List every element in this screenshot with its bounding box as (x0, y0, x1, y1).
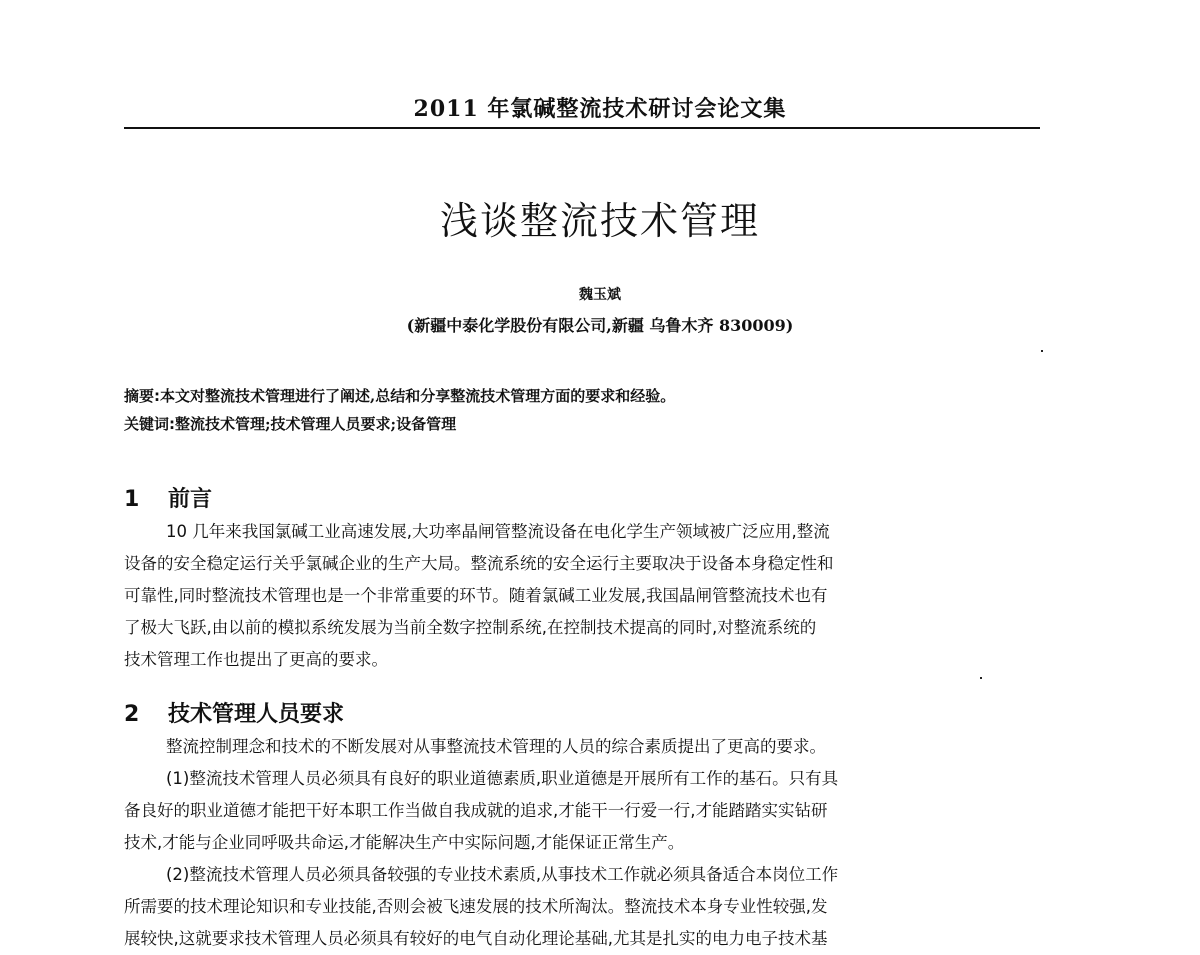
section-heading-1 (124, 482, 212, 513)
text-line: 展较快,这就要求技术管理人员必须具有较好的电气自动化理论基础,尤其是扎实的电力电子技术基 (124, 929, 828, 948)
author-affiliation: (新疆中泰化学股份有限公司,新疆 乌鲁木齐 830009) (406, 316, 794, 335)
keywords (124, 413, 1040, 434)
text-line: 技术,才能与企业同呼吸共命运,才能解决生产中实际问题,才能保证正常生产。 (124, 833, 685, 852)
paragraph (124, 516, 1040, 676)
text-line: 可靠性,同时整流技术管理也是一个非常重要的环节。随着氯碱工业发展,我国晶闸管整流技术也有 (124, 586, 828, 605)
paragraph (124, 731, 1040, 763)
text-line: 技术管理工作也提出了更高的要求。 (124, 650, 388, 669)
running-head: 2011 年氯碱整流技术研讨会论文集 (413, 96, 787, 122)
text-line: 了极大飞跃,由以前的模拟系统发展为当前全数字控制系统,在控制技术提高的同时,对整流系统的 (124, 618, 817, 637)
text-line: 所需要的技术理论知识和专业技能,否则会被飞速发展的技术所淘汰。整流技术本身专业性较强,发 (124, 897, 828, 916)
keywords-label: 关键词: (124, 415, 175, 433)
scan-speck (1041, 350, 1043, 352)
article-title: 浅谈整流技术管理 (439, 199, 760, 243)
section-title: 技术管理人员要求 (168, 702, 345, 727)
scan-speck (980, 677, 982, 679)
text-line: 备良好的职业道德才能把干好本职工作当做自我成就的追求,才能干一行爱一行,才能踏踏实实钻研 (124, 801, 828, 820)
abstract-text: 本文对整流技术管理进行了阐述,总结和分享整流技术管理方面的要求和经验。 (160, 387, 676, 405)
header-rule (124, 127, 1040, 129)
abstract (124, 385, 1040, 406)
section-heading-2 (124, 697, 344, 728)
text-line: 整流控制理念和技术的不断发展对从事整流技术管理的人员的综合素质提出了更高的要求。 (166, 737, 826, 756)
text-line: 10 几年来我国氯碱工业高速发展,大功率晶闸管整流设备在电化学生产领域被广泛应用,整流 (166, 522, 830, 541)
paragraph (124, 763, 1040, 859)
paragraph (124, 859, 1040, 955)
section-number: 2 (124, 702, 140, 727)
section-title: 前言 (168, 487, 213, 512)
text-line: (1)整流技术管理人员必须具有良好的职业道德素质,职业道德是开展所有工作的基石。只有具 (166, 769, 839, 788)
keywords-text: 整流技术管理;技术管理人员要求;设备管理 (175, 415, 457, 433)
text-line: 设备的安全稳定运行关乎氯碱企业的生产大局。整流系统的安全运行主要取决于设备本身稳定性和 (124, 554, 834, 573)
abstract-label: 摘要: (124, 387, 160, 405)
author-name: 魏玉斌 (579, 287, 621, 303)
section-number: 1 (124, 487, 140, 512)
text-line: (2)整流技术管理人员必须具备较强的专业技术素质,从事技术工作就必须具备适合本岗位工作 (166, 865, 839, 884)
